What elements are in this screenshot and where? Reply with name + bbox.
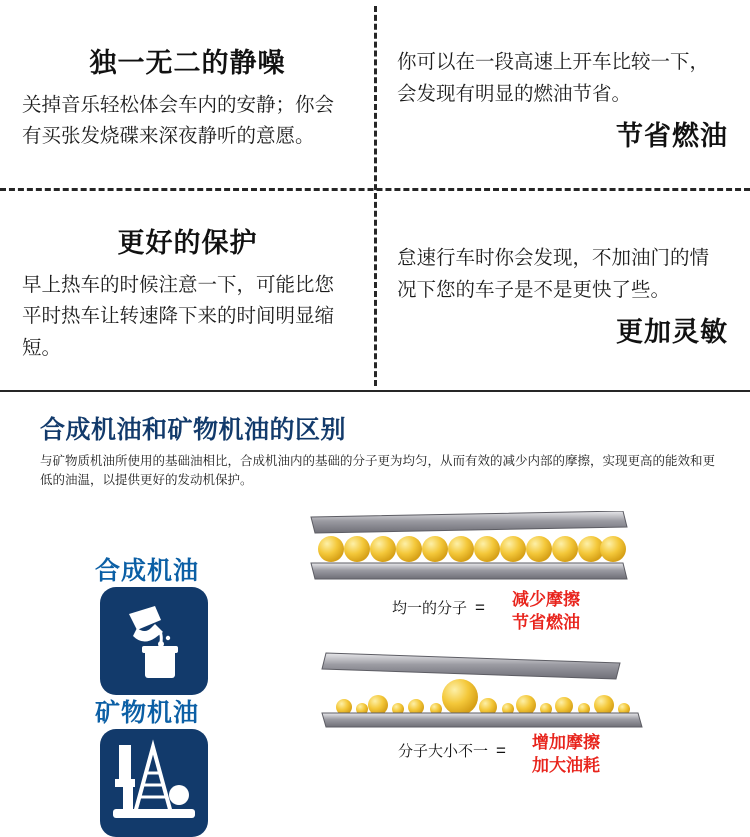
synthetic-oil-label: 合成机油 <box>95 556 200 585</box>
benefit-cell-responsiveness <box>375 196 750 392</box>
uneven-molecules-illustration <box>320 651 650 731</box>
mineral-molecule-diagram <box>320 651 650 736</box>
horizontal-dashed-divider <box>0 188 750 191</box>
benefit-title: 更加灵敏 <box>616 317 728 348</box>
mineral-caption <box>398 740 514 761</box>
mineral-result-line1: 增加摩擦 <box>532 732 600 752</box>
synthetic-result-line1: 减少摩擦 <box>512 589 580 609</box>
benefit-cell-protection <box>0 196 375 392</box>
panel-subtitle: 与矿物质机油所使用的基础油相比，合成机油内的基础的分子更为均匀，从而有效的减少内部的摩擦，实现更高的能效和更低的油温，以提供更好的发动机保护。 <box>40 454 716 488</box>
synthetic-caption <box>392 597 493 618</box>
synthetic-result-line2: 节省燃油 <box>512 612 580 632</box>
mineral-result <box>532 732 600 778</box>
benefit-title: 节省燃油 <box>616 121 728 152</box>
synthetic-equals: = <box>475 597 485 617</box>
panel-body <box>0 491 750 791</box>
benefit-cell-fuel-saving <box>375 0 750 196</box>
pouring-oil-icon <box>111 598 197 684</box>
mineral-oil-label: 矿物机油 <box>95 698 200 727</box>
comparison-panel <box>0 392 750 775</box>
vertical-dashed-divider <box>374 6 377 386</box>
synthetic-result <box>512 589 580 635</box>
synthetic-molecule-diagram <box>305 511 635 596</box>
benefit-body: 你可以在一段高速上开车比较一下，会发现有明显的燃油节省。 <box>397 51 710 105</box>
benefit-title: 更好的保护 <box>117 228 258 259</box>
benefit-body: 关掉音乐轻松体会车内的安静；你会有买张发烧碟来深夜静听的意愿。 <box>22 93 335 148</box>
synthetic-caption-text: 均一的分子 <box>392 599 468 617</box>
benefit-cell-quietness <box>0 0 375 196</box>
oil-derrick-icon <box>109 739 199 827</box>
panel-title: 合成机油和矿物机油的区别 <box>40 416 347 444</box>
benefits-grid <box>0 0 750 392</box>
benefit-title: 独一无二的静噪 <box>89 48 286 79</box>
synthetic-oil-badge <box>100 587 208 695</box>
uniform-molecules-illustration <box>305 511 635 591</box>
mineral-oil-badge <box>100 729 208 837</box>
mineral-caption-text: 分子大小不一 <box>398 742 489 760</box>
mineral-equals: = <box>496 740 506 760</box>
benefit-body: 怠速行车时你会发现，不加油门的情况下您的车子是不是更快了些。 <box>397 247 710 301</box>
benefit-body: 早上热车的时候注意一下，可能比您平时热车让转速降下来的时间明显缩短。 <box>22 273 335 359</box>
mineral-result-line2: 加大油耗 <box>532 755 600 775</box>
